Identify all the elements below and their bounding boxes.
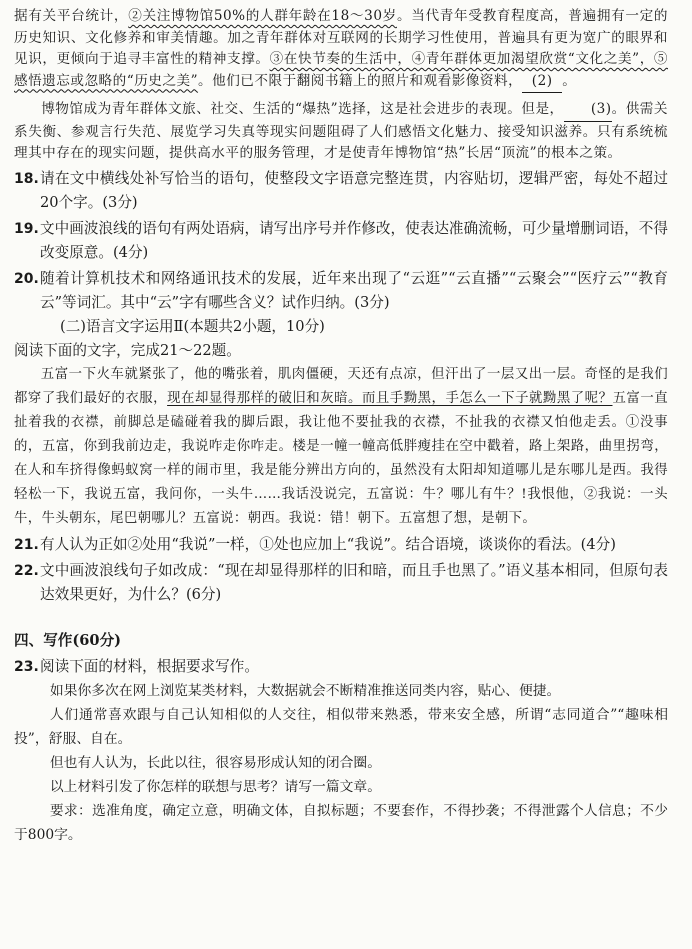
- passage-text: 。他们已不限于翻阅书籍上的照片和观看影像资料，: [198, 72, 523, 89]
- passage-text: 。: [562, 72, 577, 89]
- writing-requirements: 要求：选准角度，确定立意，明确文体，自拟标题；不要套作，不得抄袭；不得泄露个人信息；不少于800字。: [14, 802, 668, 843]
- passage-text: 。当代青年受教育程度高，普遍拥有一定的历史知识、文化修养和审美情趣。加之青年群体对互联网的长期学习性使用，普遍具有更为宽广的眼界和见识，更倾向于追寻丰富性的精神支撑。: [14, 8, 669, 67]
- answer-blank-2[interactable]: (2): [522, 71, 562, 94]
- question-number: 23.: [14, 658, 39, 675]
- wavy-underlined-sentence: ②关注博物馆50%的人群年龄在18～30岁: [128, 8, 397, 24]
- question-21: [14, 533, 668, 557]
- question-text: 阅读下面的材料，根据要求写作。: [40, 657, 259, 675]
- material-paragraph-2: 人们通常喜欢跟与自己认知相似的人交往，相似带来熟悉，带来安全感，所谓“志同道合”“趣味相投”，舒服、自在。: [14, 706, 668, 747]
- material-paragraph-4: 以上材料引发了你怎样的联想与思考？请写一篇文章。: [49, 778, 381, 795]
- question-number: 20.: [14, 270, 39, 287]
- question-18: [14, 167, 668, 215]
- question-text: 文中画波浪线的语句有两处语病，请写出序号并作修改，使表达准确流畅，可少量增删词语，不得改变原意。(4分): [40, 219, 668, 261]
- passage-text: 据有关平台统计，: [14, 8, 129, 24]
- question-text: 文中画波浪线句子如改成：“现在却显得那样的旧和暗，而且手也黑了。”语义基本相同，但原句表达效果更好，为什么？(6分): [40, 561, 668, 603]
- story-passage: [14, 363, 668, 531]
- story-text: 五富一直扯着我的衣襟，前脚总是磕碰着我的脚后跟，我让他不要扯我的衣襟，不扯我的衣襟又怕他走丢。①没事的，五富，: [14, 390, 668, 454]
- material-paragraph-1: 如果你多次在网上浏览某类材料，大数据就会不断精准推送同类内容，贴心、便捷。: [49, 682, 561, 699]
- passage-paragraph-1: [14, 6, 668, 93]
- answer-blank-3[interactable]: (3): [564, 99, 612, 122]
- question-20: [14, 267, 668, 315]
- passage-text: 。供需关系失衡、参观言行失范、展览学习失真等现实问题阻碍了人们感悟文化魅力、接受知识滋养。只有系统梳理其中存在的现实问题，提供高水平的服务管理，才是使青年博物馆“热”长居“顶流”的根本之策。: [14, 101, 669, 161]
- passage-paragraph-2: [14, 99, 668, 165]
- question-23: [14, 655, 668, 679]
- question-22: [14, 559, 668, 607]
- question-text: 随着计算机技术和网络通讯技术的发展，近年来出现了“云逛”“云直播”“云聚会”“医疗云”“教育云”等词汇。其中“云”字有哪些含义？试作归纳。(3分): [40, 269, 668, 311]
- question-number: 18.: [14, 170, 39, 187]
- question-number: 21.: [14, 536, 39, 553]
- question-19: [14, 217, 668, 265]
- question-text: 请在文中横线处补写恰当的语句，使整段文字语意完整连贯，内容贴切，逻辑严密，每处不超过20个字。(3分): [40, 169, 668, 211]
- material-paragraph-3: 但也有人认为，长此以往，很容易形成认知的闭合圈。: [49, 754, 381, 771]
- section-heading-writing: 四、写作(60分): [14, 631, 122, 649]
- underlined-sentence: 现在却显得那样的破旧和灰暗。而且手黝黑，手怎么一下子就黝黑了呢？: [167, 390, 613, 406]
- question-number: 19.: [14, 220, 39, 237]
- story-text: 你到我前边走，我说咋走你咋走。楼是一幢一幢高低胖瘦挂在空中戳着，路上架路，曲里拐弯，在人和车挤得像蚂蚁窝一样的闹市里，我是能分辨出方向的，虽然没有太阳却知道哪儿是东哪儿是西。我得轻松一下，我说五富，我问你，一头牛……我话没说完，五富说：牛？哪儿有牛？!我恨他，②我说：一头牛，牛头朝东，尾巴朝哪儿？五富说：朝西。我说：错！朝下。五富想了想，是朝下。: [14, 438, 668, 526]
- question-number: 22.: [14, 562, 39, 579]
- reading-instruction: 阅读下面的文字，完成21～22题。: [14, 341, 241, 359]
- question-text: 有人认为正如②处用“我说”一样，①处也应加上“我说”。结合语境，谈谈你的看法。(4分): [40, 535, 616, 553]
- wavy-underlined-sentence: ③在快节奏的生活中，④青年群体更加渴望欣赏“文化之美”，⑤感悟遗忘或忽略的“历史之美”: [14, 51, 668, 89]
- section-heading-part2: (二)语言文字运用Ⅱ(本题共2小题，10分): [60, 317, 325, 335]
- story-text: 五富一下火车就紧张了，他的嘴张着，肌肉僵硬，天还有点凉，但汗出了一层又出一层。奇怪的是我们都穿了我们最好的衣服，: [14, 366, 668, 406]
- passage-text: 博物馆成为青年群体文旅、社交、生活的“爆热”选择，这是社会进步的表现。但是，: [41, 101, 564, 117]
